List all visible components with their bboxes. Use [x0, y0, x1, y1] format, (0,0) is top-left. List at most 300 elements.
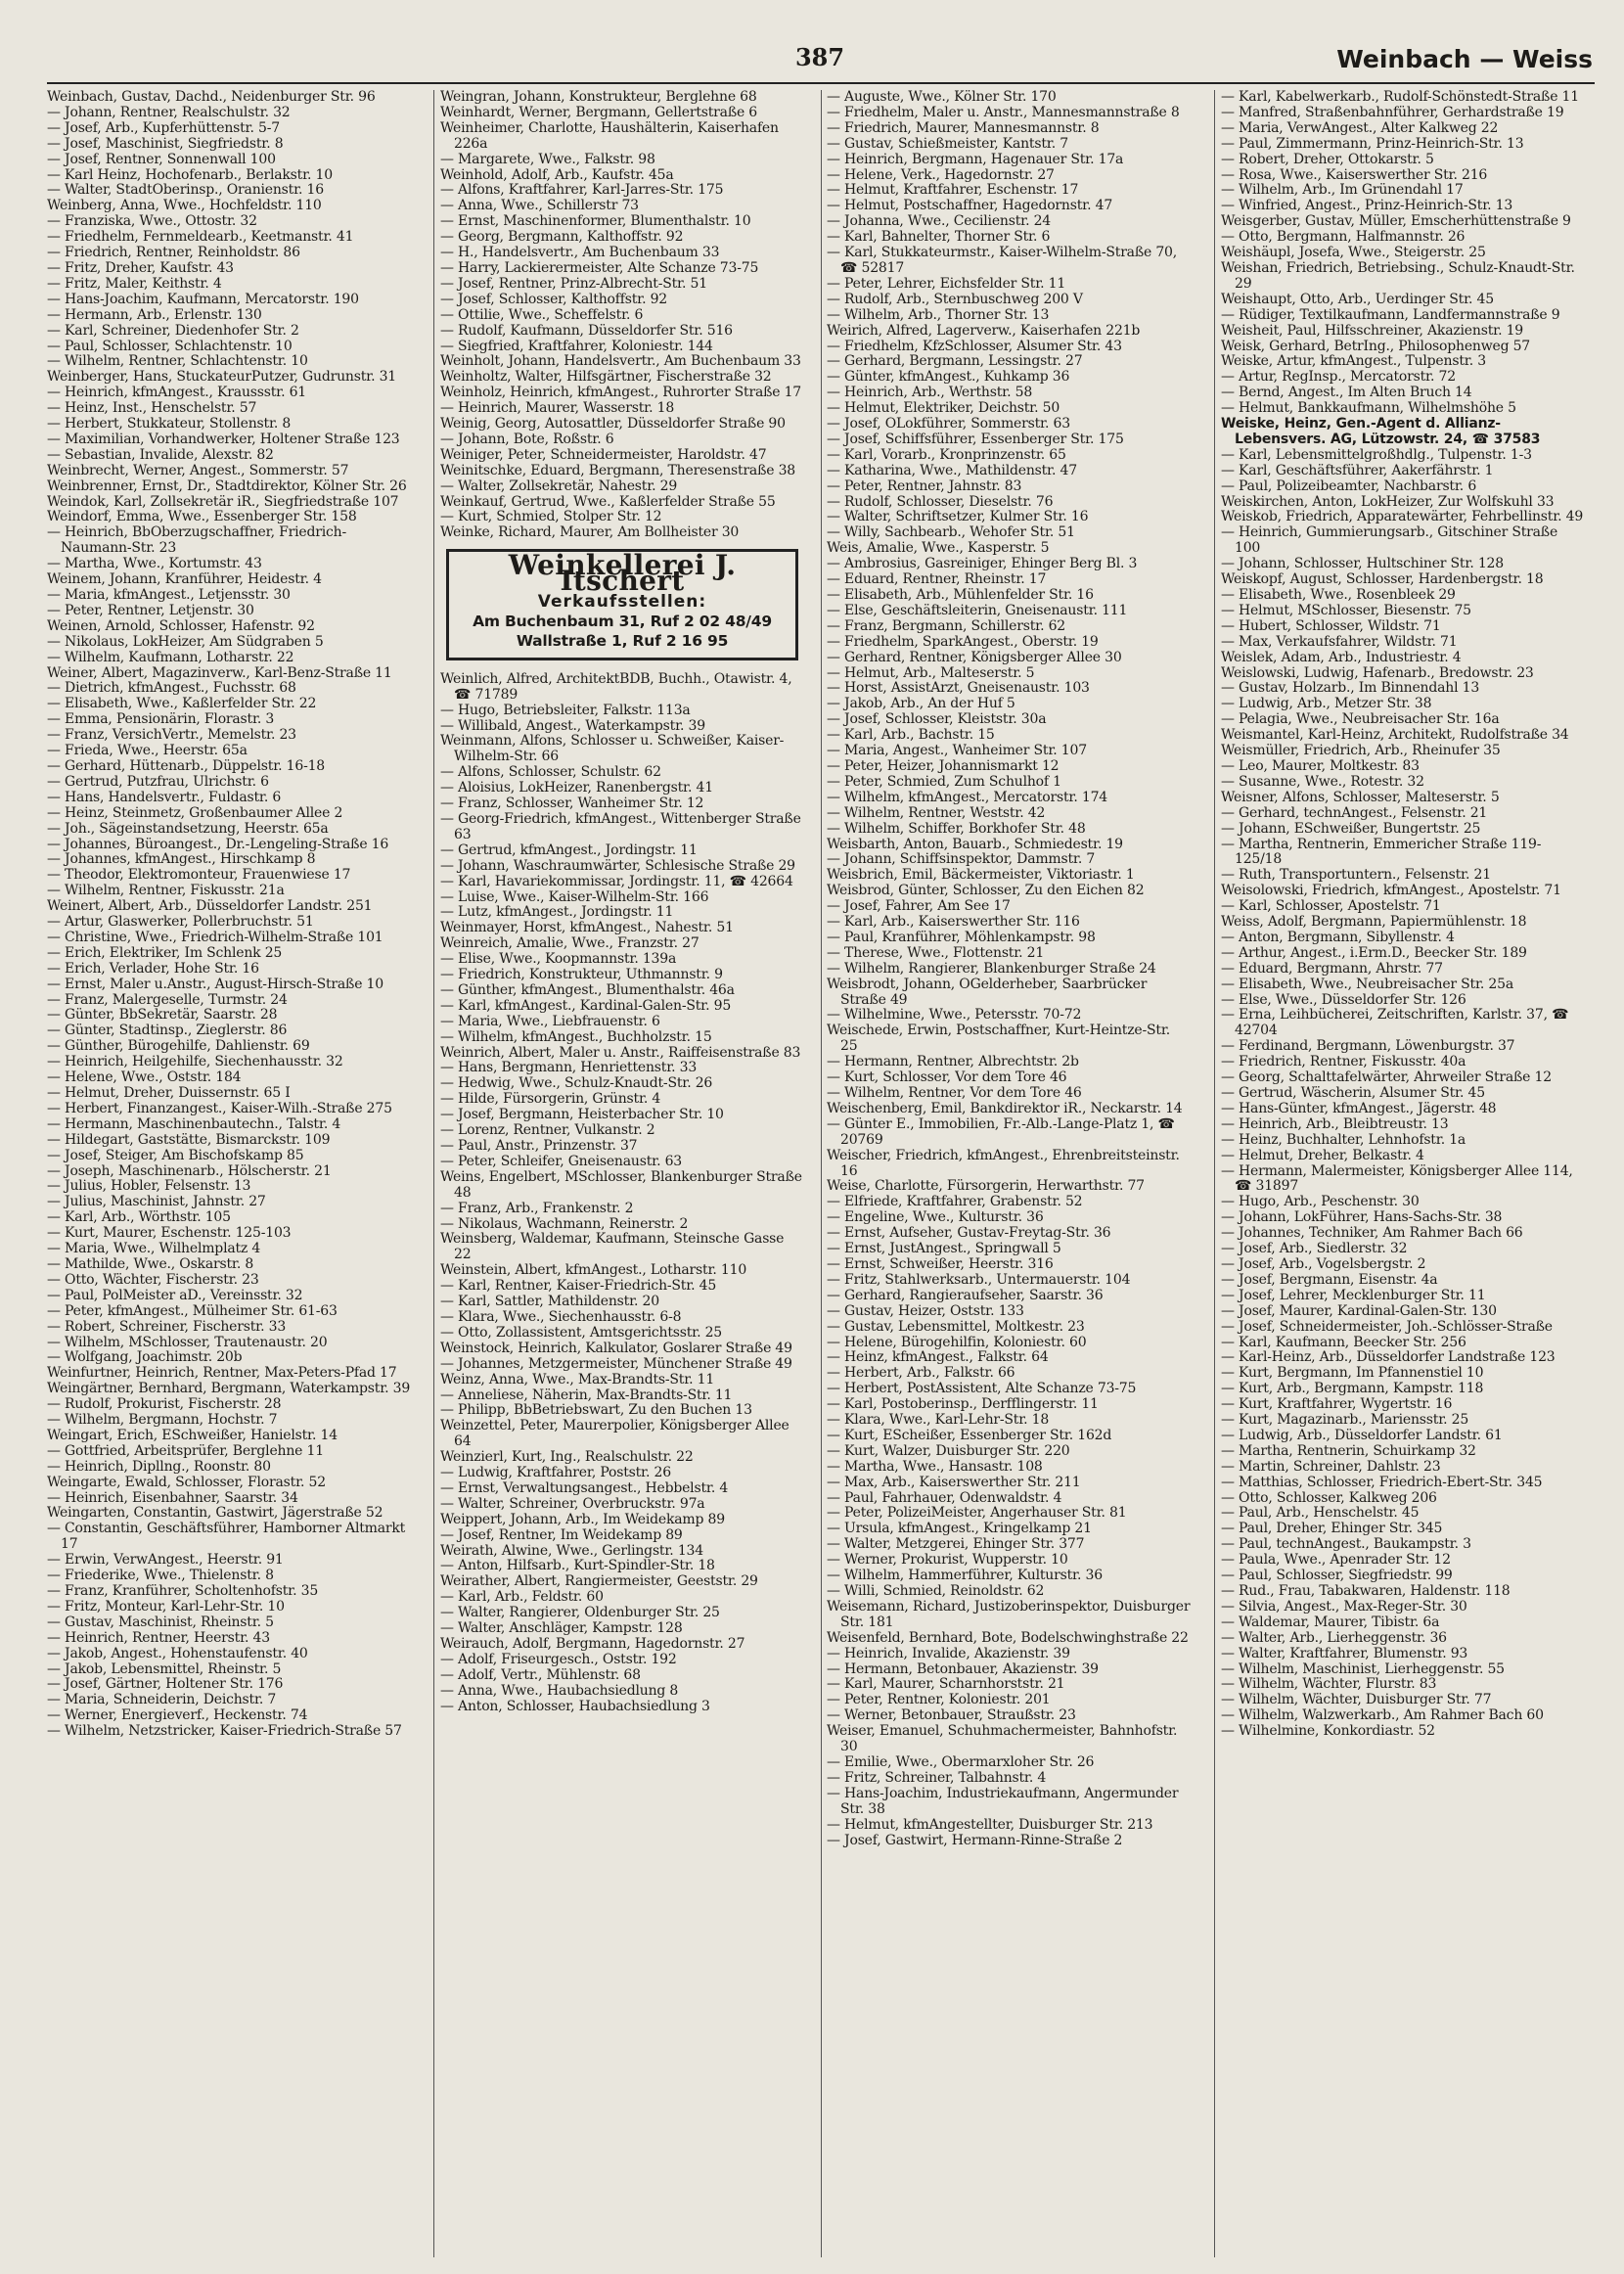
directory-entry: — Anton, Bergmann, Sibyllenstr. 4 [1221, 929, 1455, 945]
directory-entry: — Maria, Wwe., Liebfrauenstr. 6 [440, 1013, 660, 1029]
directory-entry: — Emma, Pensionärin, Florastr. 3 [47, 711, 275, 728]
column-divider [433, 90, 434, 2257]
directory-entry: — Fritz, Monteur, Karl-Lehr-Str. 10 [47, 1598, 285, 1615]
directory-entry: Weinmayer, Horst, kfmAngest., Nahestr. 51 [440, 920, 734, 936]
directory-entry: — Peter, Lehrer, Eichsfelder Str. 11 [827, 275, 1066, 292]
column-divider [1214, 90, 1215, 2257]
directory-entry: — Maria, VerwAngest., Alter Kalkweg 22 [1221, 119, 1499, 136]
directory-entry: — Josef, Bergmann, Eisenstr. 4a [1221, 1271, 1438, 1288]
directory-entry: — Friedrich, Konstrukteur, Uthmannstr. 9 [440, 967, 723, 983]
page-header [47, 39, 1593, 80]
directory-entry: — Silvia, Angest., Max-Reger-Str. 30 [1221, 1598, 1467, 1615]
directory-entry: Weisner, Alfons, Schlosser, Malteserstr. 5 [1221, 789, 1500, 805]
directory-entry: — Walter, Kraftfahrer, Blumenstr. 93 [1221, 1645, 1468, 1661]
directory-entry: — Nikolaus, Wachmann, Reinerstr. 2 [440, 1215, 689, 1232]
directory-entry: — Josef, Schlosser, Kleiststr. 30a [827, 711, 1047, 728]
directory-entry: — Walter, StadtOberinsp., Oranienstr. 16 [47, 182, 324, 199]
directory-entry: — Günter E., Immobilien, Fr.-Alb.-Lange-Platz 1, ☎ 20769 [827, 1115, 1175, 1148]
directory-entry: Weinbrecht, Werner, Angest., Sommerstr. 57 [47, 462, 349, 478]
directory-entry: — Heinrich, Maurer, Wasserstr. 18 [440, 400, 675, 417]
directory-entry: — H., Handelsvertr., Am Buchenbaum 33 [440, 245, 720, 261]
directory-entry: — Otto, Wächter, Fischerstr. 23 [47, 1271, 259, 1288]
directory-entry: — Wilhelm, Bergmann, Hochstr. 7 [47, 1412, 278, 1429]
directory-entry: — Josef, Maurer, Kardinal-Galen-Str. 130 [1221, 1302, 1497, 1319]
directory-entry: — Adolf, Friseurgesch., Oststr. 192 [440, 1651, 677, 1667]
directory-entry: — Erich, Elektriker, Im Schlenk 25 [47, 944, 283, 961]
directory-entry: — Karl, Arb., Wörthstr. 105 [47, 1209, 231, 1226]
directory-entry: — Fritz, Dreher, Kaufstr. 43 [47, 259, 234, 276]
directory-entry: — Christine, Wwe., Friedrich-Wilhelm-Straße 101 [47, 929, 383, 945]
directory-entry: Weirauch, Adolf, Bergmann, Hagedornstr. 27 [440, 1636, 745, 1652]
directory-entry: — Helmut, Elektriker, Deichstr. 50 [827, 400, 1060, 417]
directory-entry: — Josef, Gärtner, Holtener Str. 176 [47, 1676, 284, 1693]
directory-entry: — Helene, Bürogehilfin, Koloniestr. 60 [827, 1334, 1087, 1350]
directory-entry: Weingarte, Ewald, Schlosser, Florastr. 52 [47, 1474, 326, 1490]
directory-entry: — Johannes, Techniker, Am Rahmer Bach 66 [1221, 1225, 1523, 1242]
directory-entry: Weis, Amalie, Wwe., Kasperstr. 5 [827, 540, 1050, 557]
directory-entry: — Heinz, Steinmetz, Großenbaumer Allee 2 [47, 804, 343, 821]
directory-entry: Weinberg, Anna, Wwe., Hochfeldstr. 110 [47, 198, 322, 214]
directory-entry: — Wilhelm, Wächter, Duisburger Str. 77 [1221, 1692, 1492, 1708]
directory-entry: — Horst, AssistArzt, Gneisenaustr. 103 [827, 680, 1090, 697]
directory-entry: — Helene, Verk., Hagedornstr. 27 [827, 166, 1055, 183]
directory-entry: — Walter, Zollsekretär, Nahestr. 29 [440, 478, 678, 494]
directory-entry: — Gertrud, Wäscherin, Alsumer Str. 45 [1221, 1085, 1485, 1101]
directory-entry: Weinkauf, Gertrud, Wwe., Kaßlerfelder Straße 55 [440, 493, 776, 510]
directory-entry: Weinrich, Albert, Maler u. Anstr., Raiffeisenstraße 83 [440, 1044, 801, 1061]
directory-entry: — Heinrich, Invalide, Akazienstr. 39 [827, 1645, 1070, 1661]
directory-entry: — Rud., Frau, Tabakwaren, Haldenstr. 118 [1221, 1583, 1511, 1599]
directory-entry: — Friedrich, Rentner, Reinholdstr. 86 [47, 245, 300, 261]
directory-entry: — Margarete, Wwe., Falkstr. 98 [440, 151, 655, 167]
directory-entry: — Kurt, Maurer, Eschenstr. 125-103 [47, 1225, 292, 1242]
directory-entry: — Karl, Stukkateurmstr., Kaiser-Wilhelm-Straße 70, ☎ 52817 [827, 245, 1177, 276]
directory-entry: — Fritz, Maler, Keithstr. 4 [47, 275, 222, 292]
directory-entry: — Hans-Günter, kfmAngest., Jägerstr. 48 [1221, 1100, 1497, 1116]
directory-entry: — Josef, Schlosser, Kalthoffstr. 92 [440, 291, 668, 307]
directory-entry: — Wolfgang, Joachimstr. 20b [47, 1349, 243, 1366]
directory-entry: Weingran, Johann, Konstrukteur, Berglehne 68 [440, 90, 757, 105]
directory-entry: — Hermann, Malermeister, Königsberger Allee 114, ☎ 31897 [1221, 1162, 1573, 1195]
directory-entry: — Kurt, Schmied, Stolper Str. 12 [440, 509, 662, 525]
directory-entry: — Herbert, Arb., Falkstr. 66 [827, 1365, 1015, 1382]
directory-entry: — Johannes, Metzgermeister, Münchener Straße 49 [440, 1355, 792, 1372]
directory-entry: — Julius, Maschinist, Jahnstr. 27 [47, 1194, 266, 1210]
directory-entry: — Wilhelm, Rentner, Schlachtenstr. 10 [47, 353, 308, 370]
directory-entry: — Hubert, Schlosser, Wildstr. 71 [1221, 617, 1441, 634]
directory-entry: — Paul, Anstr., Prinzenstr. 37 [440, 1138, 638, 1154]
directory-entry: — Wilhelm, Walzwerkarb., Am Rahmer Bach 60 [1221, 1707, 1544, 1724]
directory-entry: — Rudolf, Prokurist, Fischerstr. 28 [47, 1396, 282, 1413]
directory-entry: — Günter, BbSekretär, Saarstr. 28 [47, 1007, 278, 1023]
directory-entry: — Elisabeth, Wwe., Rosenbleek 29 [1221, 587, 1456, 603]
directory-entry: — Paul, Zimmermann, Prinz-Heinrich-Str. 13 [1221, 135, 1524, 152]
directory-entry: — Theodor, Elektromonteur, Frauenwiese 17 [47, 867, 351, 884]
directory-entry: — Hermann, Arb., Erlenstr. 130 [47, 306, 262, 323]
directory-entry: Weingarten, Constantin, Gastwirt, Jägerstraße 52 [47, 1505, 383, 1522]
directory-entry: — Wilhelm, Arb., Im Grünendahl 17 [1221, 182, 1464, 199]
directory-entry: — Else, Geschäftsleiterin, Gneisenaustr. 111 [827, 602, 1128, 618]
directory-entry: Weindorf, Emma, Wwe., Essenberger Str. 158 [47, 509, 357, 525]
directory-entry: — Otto, Zollassistent, Amtsgerichtsstr. 25 [440, 1324, 723, 1341]
directory-entry: — Ernst, JustAngest., Springwall 5 [827, 1241, 1061, 1257]
directory-entry: — Karl, Arb., Feldstr. 60 [440, 1589, 604, 1606]
directory-entry: Weirich, Alfred, Lagerverw., Kaiserhafen 221b [827, 322, 1141, 339]
directory-entry: — Jakob, Arb., An der Huf 5 [827, 696, 1015, 712]
directory-entry: — Franziska, Wwe., Ottostr. 32 [47, 213, 257, 230]
directory-entry: Weinholz, Heinrich, kfmAngest., Ruhrorter Straße 17 [440, 385, 802, 401]
directory-entry: — Hans, Bergmann, Henriettenstr. 33 [440, 1060, 698, 1076]
directory-entry: — Aloisius, LokHeizer, Ranenbergstr. 41 [440, 780, 713, 796]
directory-entry: — Josef, Arb., Siedlerstr. 32 [1221, 1241, 1408, 1257]
directory-entry: — Wilhelm, Rangierer, Blankenburger Straße 24 [827, 960, 1156, 977]
directory-entry: Weisgerber, Gustav, Müller, Emscherhüttenstraße 9 [1221, 213, 1571, 230]
directory-entry: — Ernst, Schweißer, Heerstr. 316 [827, 1255, 1054, 1272]
directory-entry: — Peter, Heizer, Johannismarkt 12 [827, 757, 1060, 774]
directory-entry: Weinstock, Heinrich, Kalkulator, Goslarer Straße 49 [440, 1340, 792, 1356]
directory-entry: — Peter, PolizeiMeister, Angerhauser Str. 81 [827, 1505, 1127, 1522]
directory-entry: — Karl, Maurer, Scharnhorststr. 21 [827, 1676, 1065, 1693]
directory-entry: — Philipp, BbBetriebswart, Zu den Buchen 13 [440, 1402, 752, 1419]
directory-entry: — Karl Heinz, Hochofenarb., Berlakstr. 10 [47, 166, 333, 183]
directory-entry: Weischenberg, Emil, Bankdirektor iR., Neckarstr. 14 [827, 1100, 1183, 1116]
directory-entry: — Paul, Fahrhauer, Odenwaldstr. 4 [827, 1489, 1062, 1506]
directory-entry: — Franz, Malergeselle, Turmstr. 24 [47, 991, 288, 1008]
directory-entry: — Pelagia, Wwe., Neubreisacher Str. 16a [1221, 711, 1500, 728]
directory-entry: — Elfriede, Kraftfahrer, Grabenstr. 52 [827, 1194, 1083, 1210]
directory-entry: — Paul, Kranführer, Möhlenkampstr. 98 [827, 929, 1096, 945]
directory-entry: — Friedhelm, SparkAngest., Oberstr. 19 [827, 633, 1099, 650]
directory-entry: Weisbarth, Anton, Bauarb., Schmiedestr. 19 [827, 836, 1123, 852]
directory-entry: — Martin, Schreiner, Dahlstr. 23 [1221, 1458, 1441, 1475]
directory-column-4 [1221, 90, 1585, 2262]
directory-entry: Weiss, Adolf, Bergmann, Papiermühlenstr. 18 [1221, 914, 1527, 931]
directory-entry: — Ottilie, Wwe., Scheffelstr. 6 [440, 306, 644, 323]
directory-entry: Weiske, Heinz, Gen.-Agent d. Allianz-Lebensvers. AG, Lützowstr. 24, ☎ 37583 [1221, 416, 1541, 447]
directory-entry: Weisolowski, Friedrich, kfmAngest., Apostelstr. 71 [1221, 883, 1561, 899]
directory-entry: — Werner, Betonbauer, Straußstr. 23 [827, 1707, 1076, 1724]
directory-entry: — Helmut, Dreher, Duissernstr. 65 I [47, 1085, 291, 1101]
directory-entry: — Max, Verkaufsfahrer, Wildstr. 71 [1221, 633, 1458, 650]
directory-entry: Weingart, Erich, ESchweißer, Hanielstr. 14 [47, 1427, 338, 1443]
directory-entry: — Josef, Rentner, Sonnenwall 100 [47, 151, 276, 167]
directory-entry: — Josef, Fahrer, Am See 17 [827, 898, 1011, 915]
directory-entry: — Ludwig, Kraftfahrer, Poststr. 26 [440, 1465, 671, 1481]
directory-entry: Weinsberg, Waldemar, Kaufmann, Steinsche Gasse 22 [440, 1231, 785, 1263]
directory-entry: — Ursula, kfmAngest., Kringelkamp 21 [827, 1521, 1092, 1537]
directory-entry: — Hermann, Rentner, Albrechtstr. 2b [827, 1054, 1079, 1070]
directory-entry: — Eduard, Bergmann, Ahrstr. 77 [1221, 960, 1443, 977]
directory-entry: — Elisabeth, Arb., Mühlenfelder Str. 16 [827, 587, 1094, 603]
directory-entry: — Johann, Bote, Roßstr. 6 [440, 431, 614, 447]
directory-entry: — Wilhelmine, Wwe., Petersstr. 70-72 [827, 1007, 1082, 1023]
directory-entry: — Paul, Schlosser, Siegfriedstr. 99 [1221, 1568, 1453, 1584]
directory-entry: — Heinz, Inst., Henschelstr. 57 [47, 400, 257, 417]
directory-entry: — Ernst, Aufseher, Gustav-Freytag-Str. 36 [827, 1225, 1111, 1242]
directory-entry: — Gustav, Lebensmittel, Moltkestr. 23 [827, 1318, 1085, 1335]
directory-entry: — Heinrich, Gummierungsarb., Gitschiner Straße 100 [1221, 524, 1558, 557]
directory-entry: Weinholtz, Walter, Hilfsgärtner, Fischerstraße 32 [440, 369, 772, 386]
directory-entry: — Josef, Lehrer, Mecklenburger Str. 11 [1221, 1287, 1486, 1303]
directory-entry: — Karl, Vorarb., Kronprinzenstr. 65 [827, 446, 1066, 463]
directory-entry: — Peter, Schleifer, Gneisenaustr. 63 [440, 1153, 682, 1169]
directory-entry: — Karl, Geschäftsführer, Aakerfährstr. 1 [1221, 462, 1494, 478]
directory-entry: — Johann, Waschraumwärter, Schlesische Straße 29 [440, 857, 795, 874]
directory-entry: — Josef, Arb., Vogelsbergstr. 2 [1221, 1255, 1426, 1272]
directory-entry: — Helmut, kfmAngestellter, Duisburger Str. 213 [827, 1816, 1153, 1833]
directory-entry: — Siegfried, Kraftfahrer, Koloniestr. 144 [440, 338, 713, 354]
directory-entry: — Peter, Rentner, Koloniestr. 201 [827, 1692, 1051, 1708]
directory-entry: — Heinrich, Eisenbahner, Saarstr. 34 [47, 1489, 298, 1506]
directory-entry: — Walter, Rangierer, Oldenburger Str. 25 [440, 1605, 720, 1621]
directory-column-2 [440, 90, 804, 2262]
directory-entry: — Josef, Schiffsführer, Essenberger Str. 175 [827, 431, 1124, 447]
directory-entry: — Walter, Arb., Lierheggenstr. 36 [1221, 1629, 1447, 1646]
directory-entry: — Josef, Gastwirt, Hermann-Rinne-Straße 2 [827, 1832, 1123, 1848]
directory-entry: — Karl-Heinz, Arb., Düsseldorfer Landstraße 123 [1221, 1349, 1556, 1366]
directory-entry: — Alfons, Kraftfahrer, Karl-Jarres-Str. 175 [440, 182, 724, 199]
directory-entry: — Hedwig, Wwe., Schulz-Knaudt-Str. 26 [440, 1075, 713, 1092]
directory-entry: — Wilhelm, Arb., Thorner Str. 13 [827, 306, 1050, 323]
directory-entry: — Georg, Schalttafelwärter, Ahrweiler Straße 12 [1221, 1069, 1552, 1086]
directory-entry: — Fritz, Stahlwerksarb., Untermauerstr. 104 [827, 1271, 1131, 1288]
directory-entry: — Günter, kfmAngest., Kuhkamp 36 [827, 369, 1070, 386]
directory-entry: — Luise, Wwe., Kaiser-Wilhelm-Str. 166 [440, 888, 709, 905]
directory-entry: — Karl, Schreiner, Diedenhofer Str. 2 [47, 322, 299, 339]
directory-entry: Weiniger, Peter, Schneidermeister, Haroldstr. 47 [440, 446, 767, 463]
directory-entry: Weishäupl, Josefa, Wwe., Steigerstr. 25 [1221, 245, 1486, 261]
directory-entry: Weinzierl, Kurt, Ing., Realschulstr. 22 [440, 1449, 694, 1466]
directory-entry: — Dietrich, kfmAngest., Fuchsstr. 68 [47, 680, 296, 697]
directory-entry: Weins, Engelbert, MSchlosser, Blankenburger Straße 48 [440, 1168, 802, 1201]
directory-entry: Weinem, Johann, Kranführer, Heidestr. 4 [47, 571, 322, 588]
column-divider [821, 90, 822, 2257]
directory-entry: — Heinrich, Bergmann, Hagenauer Str. 17a [827, 151, 1124, 167]
directory-entry: Weinstein, Albert, kfmAngest., Lotharstr. 110 [440, 1262, 747, 1279]
directory-entry: Weinbach, Gustav, Dachd., Neidenburger Str. 96 [47, 90, 376, 105]
directory-entry: — Kurt, Bergmann, Im Pfannenstiel 10 [1221, 1365, 1484, 1382]
directory-entry: — Martha, Wwe., Hansastr. 108 [827, 1458, 1043, 1475]
directory-entry: — Robert, Dreher, Ottokarstr. 5 [1221, 151, 1434, 167]
directory-entry: Weisenfeld, Bernhard, Bote, Bodelschwinghstraße 22 [827, 1629, 1189, 1646]
directory-entry: Weinen, Arnold, Schlosser, Hafenstr. 92 [47, 617, 315, 634]
directory-entry: Weinheimer, Charlotte, Haushälterin, Kaiserhafen 226a [440, 119, 779, 152]
directory-entry: — Paul, PolMeister aD., Vereinsstr. 32 [47, 1287, 303, 1303]
directory-entry: — Elisabeth, Wwe., Neubreisacher Str. 25a [1221, 976, 1513, 992]
directory-entry: — Ruth, Transportuntern., Felsenstr. 21 [1221, 867, 1491, 884]
directory-entry: — Friedhelm, Maler u. Anstr., Mannesmannstraße 8 [827, 104, 1180, 120]
directory-entry: — Heinrich, Heilgehilfe, Siechenhausstr. 32 [47, 1054, 343, 1070]
directory-entry: — Werner, Prokurist, Wupperstr. 10 [827, 1552, 1068, 1569]
directory-entry: — Gertrud, Putzfrau, Ulrichstr. 6 [47, 773, 269, 790]
directory-entry: — Herbert, Finanzangest., Kaiser-Wilh.-Straße 275 [47, 1100, 392, 1116]
directory-entry: Weishan, Friedrich, Betriebsing., Schulz-Knaudt-Str. 29 [1221, 259, 1575, 292]
directory-entry: — Gustav, Heizer, Oststr. 133 [827, 1302, 1024, 1319]
directory-entry: Weinbrenner, Ernst, Dr., Stadtdirektor, Kölner Str. 26 [47, 478, 407, 494]
directory-entry: — Karl, Sattler, Mathildenstr. 20 [440, 1294, 659, 1310]
directory-entry: — Martha, Rentnerin, Emmericher Straße 119-125/18 [1221, 836, 1542, 868]
directory-entry: — Katharina, Wwe., Mathildenstr. 47 [827, 462, 1077, 478]
directory-entry: — Georg-Friedrich, kfmAngest., Wittenberger Straße 63 [440, 810, 801, 842]
directory-entry: — Wilhelm, Hammerführer, Kulturstr. 36 [827, 1568, 1103, 1584]
directory-entry: — Jakob, Lebensmittel, Rheinstr. 5 [47, 1660, 282, 1677]
directory-entry: — Johannes, Büroangest., Dr.-Lengeling-Straße 16 [47, 836, 389, 852]
ad-subtitle: Verkaufsstellen: [537, 592, 707, 613]
directory-entry: Weise, Charlotte, Fürsorgerin, Herwarthstr. 77 [827, 1178, 1145, 1195]
directory-entry: — Heinrich, Rentner, Heerstr. 43 [47, 1629, 270, 1646]
directory-entry: — Johannes, kfmAngest., Hirschkamp 8 [47, 851, 316, 868]
directory-entry: — Matthias, Schlosser, Friedrich-Ebert-Str. 345 [1221, 1474, 1543, 1490]
directory-entry: — Josef, Schneidermeister, Joh.-Schlösser-Straße [1221, 1318, 1553, 1335]
directory-entry: — Walter, Schreiner, Overbruckstr. 97a [440, 1495, 705, 1512]
directory-entry: — Anneliese, Näherin, Max-Brandts-Str. 11 [440, 1387, 733, 1403]
directory-entry: — Karl, Havariekommissar, Jordingstr. 11, ☎ 42664 [440, 873, 793, 889]
directory-entry: — Erna, Leihbücherei, Zeitschriften, Karlstr. 37, ☎ 42704 [1221, 1007, 1569, 1039]
ad-line-1: Am Buchenbaum 31, Ruf 2 02 48/49 [473, 613, 772, 630]
directory-entry: — Waldemar, Maurer, Tibistr. 6a [1221, 1614, 1440, 1630]
directory-entry: — Alfons, Schlosser, Schulstr. 62 [440, 764, 661, 781]
directory-entry: — Hermann, Maschinenbautechn., Talstr. 4 [47, 1115, 341, 1132]
directory-entry: — Leo, Maurer, Moltkestr. 83 [1221, 757, 1420, 774]
directory-entry: — Heinz, Buchhalter, Lehnhofstr. 1a [1221, 1131, 1466, 1148]
directory-entry: — Paul, Schlosser, Schlachtenstr. 10 [47, 338, 293, 354]
directory-entry: — Jakob, Angest., Hohenstaufenstr. 40 [47, 1645, 308, 1661]
directory-entry: — Otto, Schlosser, Kalkweg 206 [1221, 1489, 1437, 1506]
directory-entry: — Karl, Arb., Bachstr. 15 [827, 727, 995, 744]
directory-entry: — Rudolf, Kaufmann, Düsseldorfer Str. 516 [440, 322, 733, 339]
directory-entry: — Heinrich, kfmAngest., Kraussstr. 61 [47, 385, 307, 401]
directory-entry: — Joh., Sägeinstandsetzung, Heerstr. 65a [47, 820, 329, 837]
directory-entry: — Gottfried, Arbeitsprüfer, Berglehne 11 [47, 1442, 324, 1459]
directory-entry: — Willibald, Angest., Waterkampstr. 39 [440, 717, 705, 734]
directory-entry: — Rudolf, Arb., Sternbuschweg 200 V [827, 291, 1083, 307]
directory-entry: — Lorenz, Rentner, Vulkanstr. 2 [440, 1122, 655, 1139]
directory-entry: Weinmann, Alfons, Schlosser u. Schweißer, Kaiser-Wilhelm-Str. 66 [440, 733, 785, 765]
advertisement-box [446, 549, 798, 660]
directory-entry: — Peter, Schmied, Zum Schulhof 1 [827, 773, 1061, 790]
directory-entry: — Josef, Rentner, Im Weidekamp 89 [440, 1526, 683, 1543]
directory-entry: — Klara, Wwe., Karl-Lehr-Str. 18 [827, 1412, 1050, 1429]
directory-entry: Weinfurtner, Heinrich, Rentner, Max-Peters-Pfad 17 [47, 1365, 397, 1382]
directory-entry: — Anton, Schlosser, Haubachsiedlung 3 [440, 1698, 710, 1714]
directory-entry: Weirath, Alwine, Wwe., Gerlingstr. 134 [440, 1542, 703, 1559]
directory-entry: — Martha, Wwe., Kortumstr. 43 [47, 556, 262, 572]
directory-entry: — Willi, Schmied, Reinoldstr. 62 [827, 1583, 1045, 1599]
directory-column-1 [47, 90, 411, 2262]
directory-entry: — Walter, Anschläger, Kampstr. 128 [440, 1620, 683, 1637]
directory-entry: — Friedrich, Maurer, Mannesmannstr. 8 [827, 119, 1100, 136]
directory-entry: — Johann, Schlosser, Hultschiner Str. 128 [1221, 556, 1504, 572]
directory-entry: — Gerhard, Hüttenarb., Düppelstr. 16-18 [47, 757, 326, 774]
header-rule [47, 82, 1595, 84]
directory-entry: — Karl, kfmAngest., Kardinal-Galen-Str. 95 [440, 997, 732, 1014]
directory-entry: Weinke, Richard, Maurer, Am Bollheister 30 [440, 524, 740, 541]
directory-entry: — Else, Wwe., Düsseldorfer Str. 126 [1221, 991, 1466, 1008]
directory-column-3 [827, 90, 1191, 2262]
directory-entry: Weischer, Friedrich, kfmAngest., Ehrenbreitsteinstr. 16 [827, 1147, 1180, 1179]
directory-entry: — Walter, Metzgerei, Ehinger Str. 377 [827, 1536, 1085, 1553]
directory-entry: — Johann, ESchweißer, Bungertstr. 25 [1221, 820, 1481, 837]
directory-entry: — Wilhelm, Rentner, Weststr. 42 [827, 804, 1046, 821]
directory-entry: — Hilde, Fürsorgerin, Grünstr. 4 [440, 1091, 661, 1108]
page-number: 387 [794, 43, 845, 71]
directory-entry: — Emilie, Wwe., Obermarxloher Str. 26 [827, 1753, 1095, 1770]
directory-entry: — Ernst, Maler u.Anstr., August-Hirsch-Straße 10 [47, 976, 383, 992]
directory-entry: — Helmut, Kraftfahrer, Eschenstr. 17 [827, 182, 1079, 199]
directory-entry: — Elisabeth, Wwe., Kaßlerfelder Str. 22 [47, 696, 317, 712]
directory-entry: — Kurt, Magazinarb., Mariensstr. 25 [1221, 1412, 1469, 1429]
directory-entry: — Gerhard, Rentner, Königsberger Allee 30 [827, 649, 1122, 665]
directory-entry: — Josef, OLokführer, Sommerstr. 63 [827, 416, 1070, 432]
directory-entry: Weinhold, Adolf, Arb., Kaufstr. 45a [440, 166, 674, 183]
directory-entry: Weinberger, Hans, StuckateurPutzer, Gudrunstr. 31 [47, 369, 396, 386]
directory-entry: — Franz, Bergmann, Schillerstr. 62 [827, 617, 1066, 634]
directory-entry: — Hans, Handelsvertr., Fuldastr. 6 [47, 789, 282, 805]
directory-entry: Weinreich, Amalie, Wwe., Franzstr. 27 [440, 935, 699, 952]
directory-entry: — Karl, Bahnelter, Thorner Str. 6 [827, 229, 1051, 246]
directory-entry: — Rosa, Wwe., Kaiserswerther Str. 216 [1221, 166, 1488, 183]
directory-entry: — Maria, Wwe., Wilhelmplatz 4 [47, 1241, 261, 1257]
directory-entry: — Anna, Wwe., Schillerstr 73 [440, 198, 639, 214]
directory-entry: — Kurt, Walzer, Duisburger Str. 220 [827, 1442, 1070, 1459]
directory-entry: — Karl, Kaufmann, Beecker Str. 256 [1221, 1334, 1466, 1350]
ad-title: Weinkellerei J. Itschert [508, 549, 737, 598]
directory-entry: — Hermann, Betonbauer, Akazienstr. 39 [827, 1660, 1099, 1677]
directory-entry: — Harry, Lackierermeister, Alte Schanze 73-75 [440, 259, 759, 276]
directory-entry: — Adolf, Vertr., Mühlenstr. 68 [440, 1666, 641, 1683]
directory-entry: — Franz, Kranführer, Scholtenhofstr. 35 [47, 1583, 319, 1599]
directory-entry: — Werner, Energieverf., Heckenstr. 74 [47, 1707, 308, 1724]
directory-entry: — Max, Arb., Kaiserswerther Str. 211 [827, 1474, 1081, 1490]
directory-entry: Weislek, Adam, Arb., Industriestr. 4 [1221, 649, 1462, 665]
directory-entry: Weinhardt, Werner, Bergmann, Gellertstraße 6 [440, 104, 758, 120]
directory-entry: Weisbrod, Günter, Schlosser, Zu den Eichen 82 [827, 883, 1145, 899]
directory-entry: Weinlich, Alfred, ArchitektBDB, Buchh., Otawistr. 4, ☎ 71789 [440, 670, 792, 703]
directory-entry: — Kurt, EScheißer, Essenberger Str. 162d [827, 1427, 1112, 1443]
directory-entry: Weiskopf, August, Schlosser, Hardenbergstr. 18 [1221, 571, 1544, 588]
directory-entry: Weingärtner, Bernhard, Bergmann, Waterkampstr. 39 [47, 1381, 411, 1397]
directory-entry: Weiske, Artur, kfmAngest., Tulpenstr. 3 [1221, 353, 1486, 370]
directory-entry: Weisemann, Richard, Justizoberinspektor, Duisburger Str. 181 [827, 1598, 1191, 1630]
directory-entry: — Artur, Glaswerker, Pollerbruchstr. 51 [47, 914, 314, 931]
directory-entry: — Kurt, Schlosser, Vor dem Tore 46 [827, 1069, 1067, 1086]
directory-entry: — Klara, Wwe., Siechenhausstr. 6-8 [440, 1308, 682, 1325]
directory-entry: — Erich, Verlader, Hohe Str. 16 [47, 960, 259, 977]
directory-entry: — Maximilian, Vorhandwerker, Holtener Straße 123 [47, 431, 400, 447]
directory-entry: — Georg, Bergmann, Kalthoffstr. 92 [440, 229, 684, 246]
directory-entry: — Rüdiger, Textilkaufmann, Landfermannstraße 9 [1221, 306, 1560, 323]
directory-entry: — Wilhelm, Rentner, Vor dem Tore 46 [827, 1085, 1082, 1101]
directory-entry: — Ambrosius, Gasreiniger, Ehinger Berg Bl. 3 [827, 556, 1138, 572]
directory-entry: — Josef, Arb., Kupferhüttenstr. 5-7 [47, 119, 280, 136]
directory-entry: — Gustav, Schießmeister, Kantstr. 7 [827, 135, 1068, 152]
directory-entry: — Ludwig, Arb., Metzer Str. 38 [1221, 696, 1432, 712]
directory-entry: — Otto, Bergmann, Halfmannstr. 26 [1221, 229, 1466, 246]
directory-entry: — Heinrich, Dipllng., Roonstr. 80 [47, 1458, 271, 1475]
directory-entry: — Manfred, Straßenbahnführer, Gerhardstraße 19 [1221, 104, 1564, 120]
directory-entry: — Karl, Arb., Kaiserswerther Str. 116 [827, 914, 1080, 931]
directory-entry: — Johann, Schiffsinspektor, Dammstr. 7 [827, 851, 1096, 868]
ad-line-2: Wallstraße 1, Ruf 2 16 95 [516, 631, 729, 650]
directory-entry: — Wilhelm, Kaufmann, Lotharstr. 22 [47, 649, 294, 665]
directory-entry: — Gerhard, technAngest., Felsenstr. 21 [1221, 804, 1488, 821]
column-2-entries-bottom [440, 672, 804, 1715]
directory-entry: Weinert, Albert, Arb., Düsseldorfer Landstr. 251 [47, 898, 373, 915]
directory-entry: — Wilhelm, kfmAngest., Mercatorstr. 174 [827, 789, 1108, 805]
directory-entry: — Maria, Angest., Wanheimer Str. 107 [827, 743, 1087, 759]
directory-entry: — Ernst, Verwaltungsangest., Hebbelstr. 4 [440, 1479, 729, 1496]
directory-entry: — Constantin, Geschäftsführer, Hamborner Altmarkt 17 [47, 1521, 406, 1553]
